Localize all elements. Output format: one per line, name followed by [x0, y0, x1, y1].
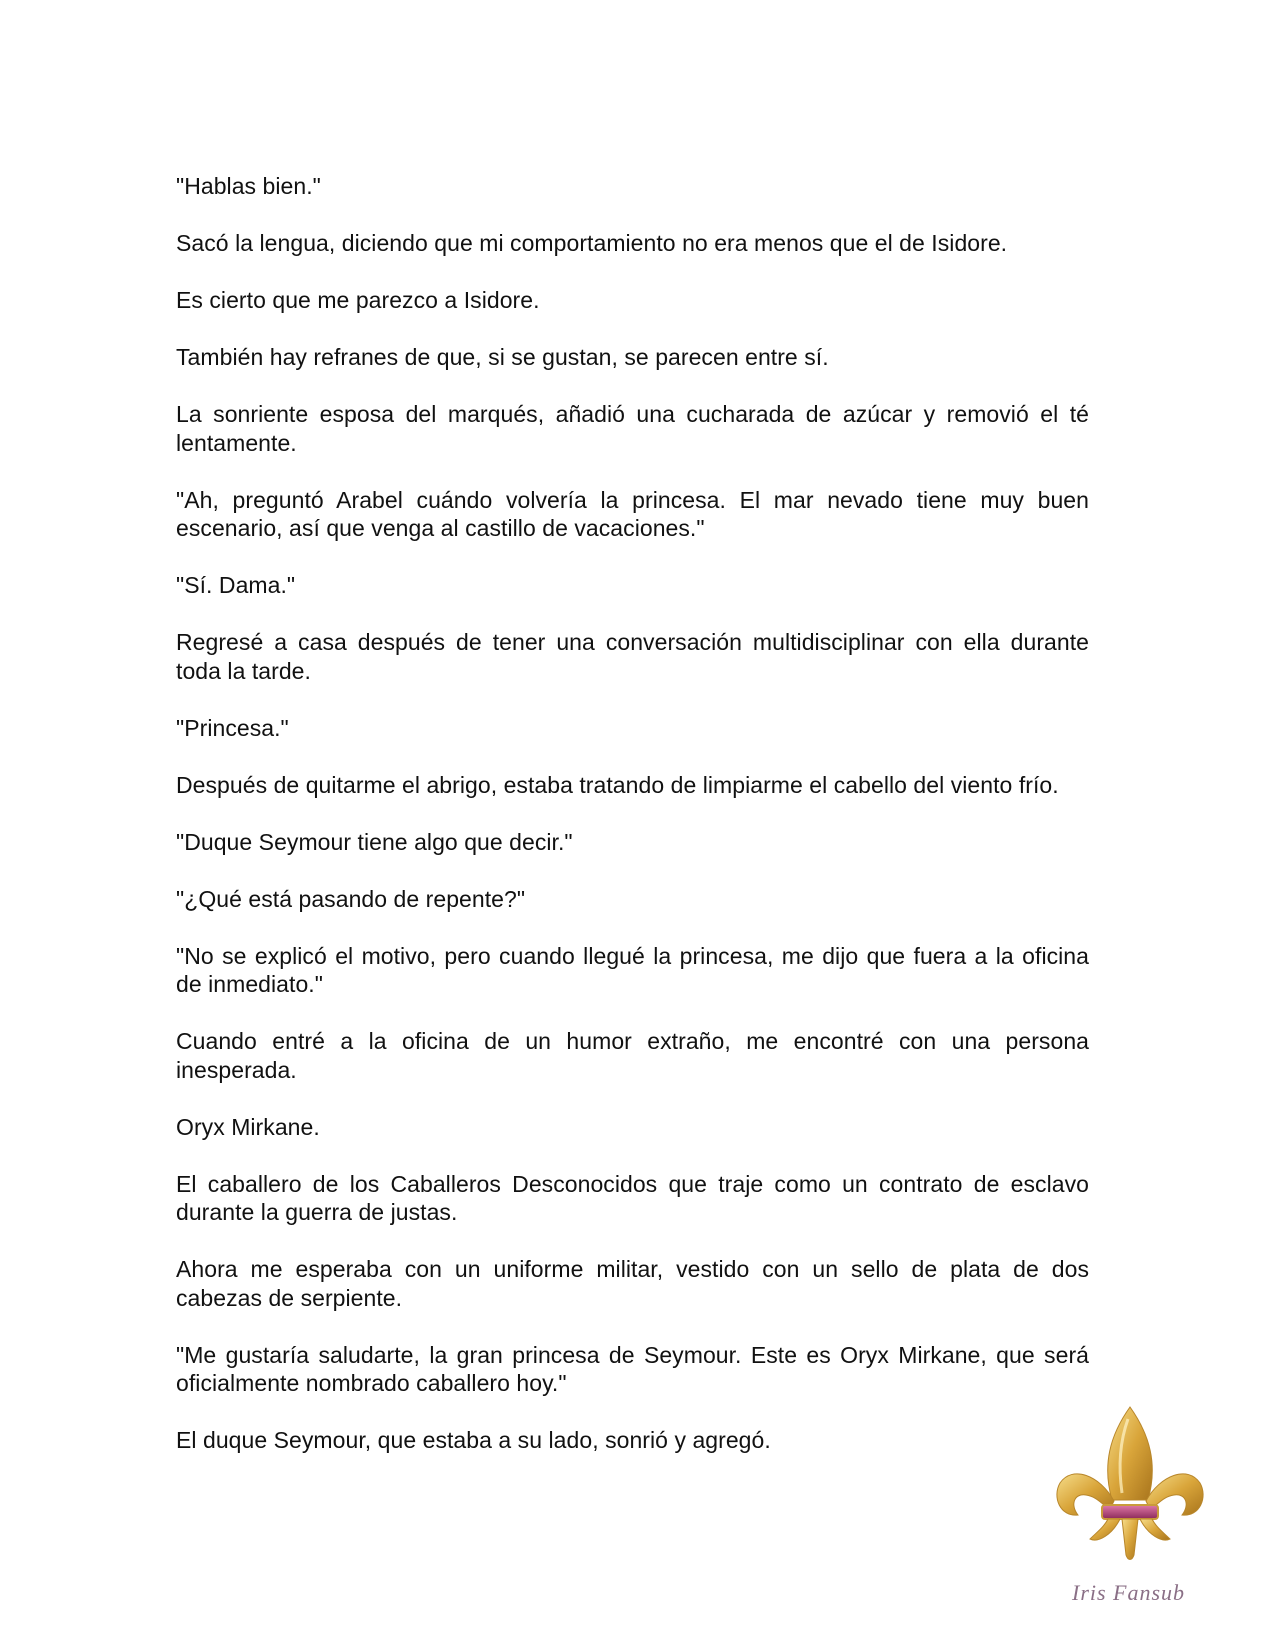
paragraph: "No se explicó el motivo, pero cuando llegué la princesa, me dijo que fuera a la oficina de inmediato.": [176, 942, 1089, 997]
paragraph: "Duque Seymour tiene algo que decir.": [176, 828, 573, 855]
document-body: [176, 172, 1089, 1483]
paragraph: "Sí. Dama.": [176, 572, 296, 598]
paragraph: Sacó la lengua, diciendo que mi comportamiento no era menos que el de Isidore.: [176, 230, 1008, 256]
paragraph: La sonriente esposa del marqués, añadió una cucharada de azúcar y removió el té lentamente.: [176, 401, 1089, 456]
paragraph: "¿Qué está pasando de repente?": [176, 885, 526, 912]
paragraph: El caballero de los Caballeros Desconocidos que traje como un contrato de esclavo durante la guerra de justas.: [176, 1170, 1089, 1225]
paragraph: Es cierto que me parezco a Isidore.: [176, 287, 540, 313]
paragraph: "Me gustaría saludarte, la gran princesa de Seymour. Este es Oryx Mirkane, que será oficialmente nombrado caballero hoy.": [176, 1341, 1089, 1396]
paragraph: El duque Seymour, que estaba a su lado, sonrió y agregó.: [176, 1427, 771, 1453]
paragraph: Después de quitarme el abrigo, estaba tratando de limpiarme el cabello del viento frío.: [176, 771, 1059, 798]
paragraph: "Ah, preguntó Arabel cuándo volvería la princesa. El mar nevado tiene muy buen escenario, así que venga al castillo de vacaciones.": [176, 486, 1089, 541]
paragraph: Regresé a casa después de tener una conversación multidisciplinar con ella durante toda la tarde.: [176, 629, 1089, 684]
watermark-text: Iris Fansub: [1072, 1580, 1186, 1605]
paragraph: Ahora me esperaba con un uniforme militar, vestido con un sello de plata de dos cabezas de serpiente.: [176, 1256, 1089, 1311]
paragraph: "Hablas bien.": [176, 173, 321, 199]
paragraph: También hay refranes de que, si se gustan, se parecen entre sí.: [176, 344, 829, 370]
paragraph: "Princesa.": [176, 714, 289, 741]
paragraph: Cuando entré a la oficina de un humor extraño, me encontré con una persona inesperada.: [176, 1028, 1089, 1083]
paragraph: Oryx Mirkane.: [176, 1113, 320, 1140]
